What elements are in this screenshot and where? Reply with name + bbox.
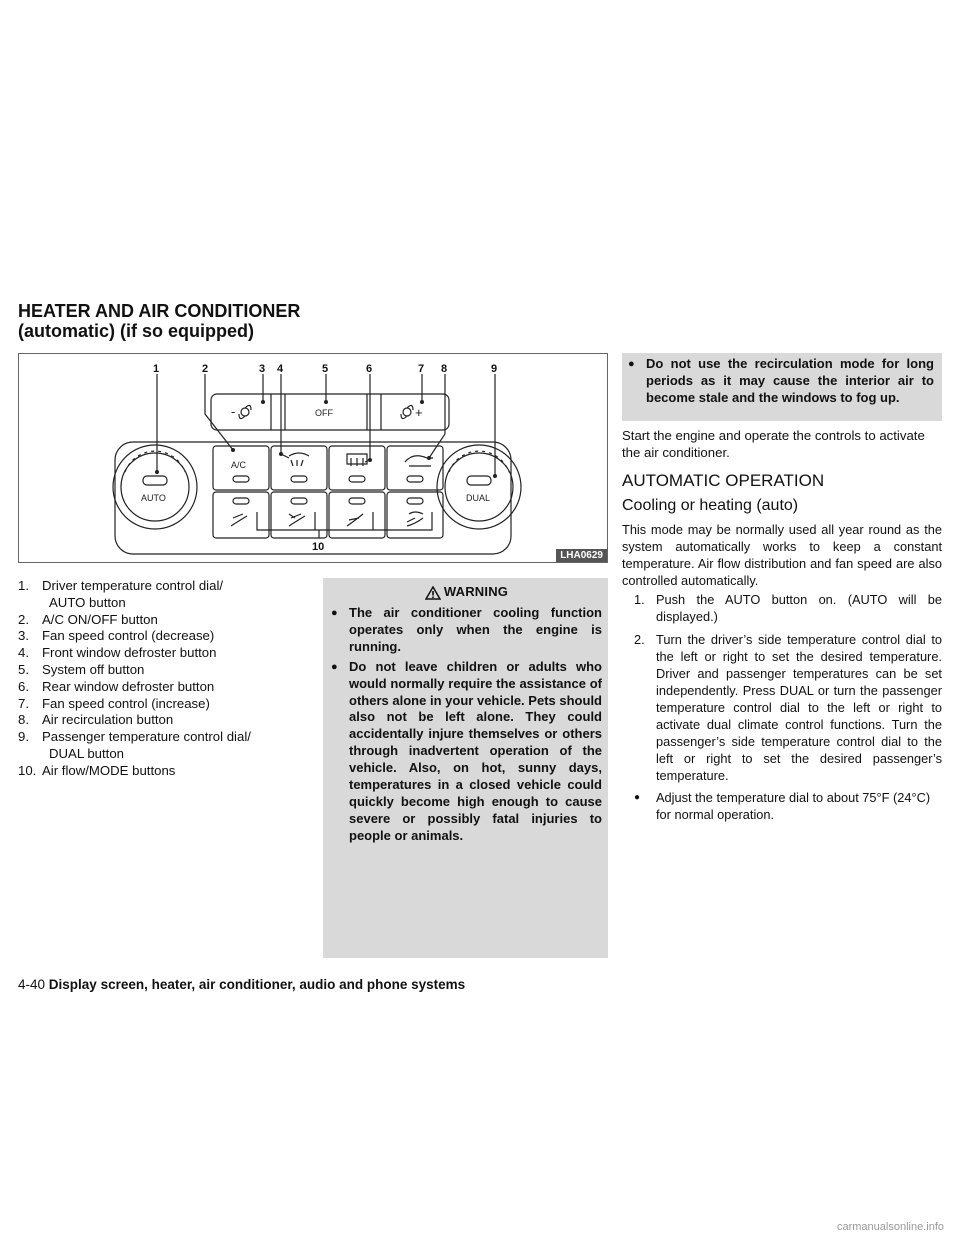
legend-item: 3. Fan speed control (decrease)	[18, 628, 215, 644]
intro-paragraph: Start the engine and operate the controls to activate the air conditioner.	[622, 428, 925, 460]
legend-item-cont: DUAL button	[49, 745, 125, 761]
recirc-button	[387, 446, 443, 490]
page-number: 4-40	[18, 977, 46, 992]
bullet-icon: ●	[331, 660, 338, 673]
callout-1: 1	[153, 363, 160, 375]
watermark: carmanualsonline.info	[836, 1221, 944, 1233]
callout-10: 10	[312, 541, 325, 553]
legend-list	[18, 578, 308, 780]
legend-item: 10. Air flow/MODE buttons	[18, 762, 176, 778]
mode-button-4	[387, 492, 443, 538]
chapter-title: Display screen, heater, air conditioner, audio and phone systems	[48, 977, 466, 992]
warning-heading: WARNING	[331, 582, 602, 602]
caution-box	[622, 353, 942, 421]
ac-label: A/C	[231, 460, 247, 470]
step-item: 2. Turn the driver’s side temperature control dial to the left or right to set the desired temperature. Driver and passenger temperatures can be set independently. Press DUAL or turn the passenger temperature control dial to the left or right to activate dual climate control functions. Turn the passenger’s side temperature control dial to the left or right to set the desired passenger’s temperature.	[634, 632, 942, 783]
warning-bullet: ● The air conditioner cooling function operates only when the engine is running.	[331, 605, 602, 654]
legend-item: 1. Driver temperature control dial/	[18, 578, 224, 593]
legend-item: 6. Rear window defroster button	[18, 678, 215, 694]
legend-item: 2. A/C ON/OFF button	[18, 611, 158, 627]
mode-paragraph: This mode may be normally used all year round as the system automatically works to keep a constant temperature. Air flow distribution and fan speed are also controlled automatically.	[622, 522, 942, 588]
passenger-temp-dial	[437, 445, 521, 529]
callout-7: 7	[418, 363, 425, 375]
control-panel-illustration	[19, 354, 607, 562]
section-title-line2: (automatic) (if so equipped)	[18, 321, 254, 341]
callout-6: 6	[366, 363, 373, 375]
rear-defrost-button	[329, 446, 385, 490]
callout-9: 9	[491, 363, 498, 375]
mode-button-3	[329, 492, 385, 538]
figure-code: LHA0629	[556, 549, 607, 562]
driver-temp-dial	[113, 445, 197, 529]
callout-5: 5	[322, 363, 329, 375]
section-title-line1: HEATER AND AIR CONDITIONER	[18, 301, 301, 321]
dual-label: DUAL	[466, 493, 491, 503]
callout-8: 8	[441, 363, 448, 375]
legend-item: 8. Air recirculation button	[18, 712, 174, 728]
control-panel-figure	[18, 353, 608, 563]
automatic-operation-heading: AUTOMATIC OPERATION	[622, 471, 825, 490]
tip-bullet: ● Adjust the temperature dial to about 75°F (24°C) for normal operation.	[634, 790, 931, 822]
off-label: OFF	[315, 408, 333, 418]
legend-item: 7. Fan speed control (increase)	[18, 695, 210, 711]
warning-box	[323, 578, 608, 958]
warning-bullet: ● Do not leave children or adults who would normally require the assistance of others alone in your vehicle. Pets should also not be left alone. They could accidentally injure themselves or others through inadvertent operation of the vehicle. Also, on hot, sunny days, temperatures in a closed vehicle could quickly become high enough to cause severe or possibly fatal injuries to people or animals.	[331, 658, 602, 843]
right-column	[622, 353, 942, 823]
fan-plus-label: +	[415, 405, 423, 420]
page-footer	[18, 977, 465, 992]
caution-bullet: ● Do not use the recirculation mode for long periods as it may cause the interior air to become stale and the windows to fog up.	[628, 356, 934, 405]
section-title	[18, 301, 300, 341]
callout-4: 4	[277, 363, 284, 375]
legend-item-cont: AUTO button	[49, 594, 126, 610]
bullet-icon: ●	[628, 358, 635, 370]
bullet-icon: ●	[331, 607, 338, 619]
step-item: 1. Push the AUTO button on. (AUTO will be displayed.)	[634, 592, 942, 624]
fan-minus-label: -	[231, 404, 236, 419]
callout-2: 2	[202, 363, 209, 375]
legend-item: 9. Passenger temperature control dial/	[18, 729, 251, 745]
cooling-heating-subheading: Cooling or heating (auto)	[622, 497, 799, 514]
legend-item: 4. Front window defroster button	[18, 645, 217, 661]
warning-triangle-icon	[425, 586, 441, 600]
legend-item: 5. System off button	[18, 661, 145, 677]
callout-3: 3	[259, 363, 266, 375]
auto-label: AUTO	[141, 493, 166, 503]
bullet-icon: ●	[634, 792, 641, 803]
